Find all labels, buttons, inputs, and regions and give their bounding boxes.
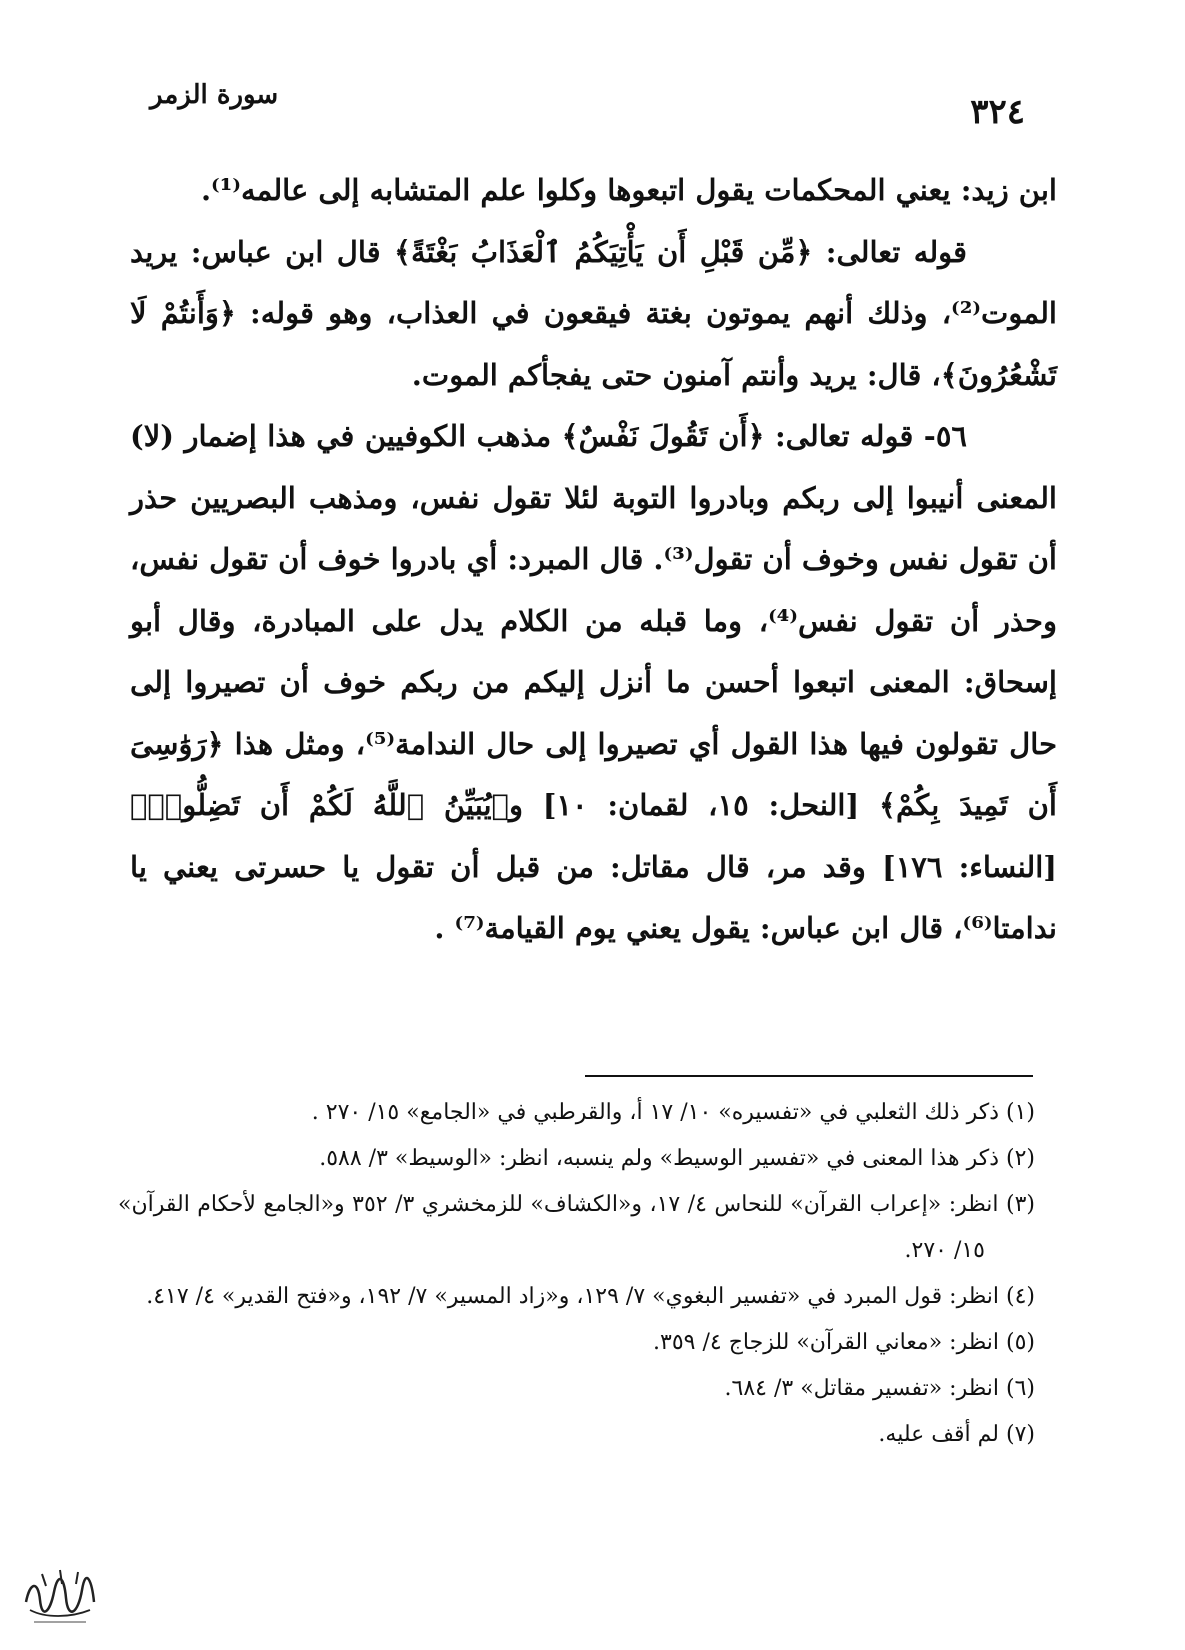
paragraph: ابن زيد: يعني المحكمات يقول اتبعوها وكلوا علم المتشابه إلى عالمه⁽¹⁾. bbox=[200, 173, 1057, 207]
footnote-separator bbox=[585, 1075, 1033, 1077]
running-title: سورة الزمر bbox=[150, 80, 279, 110]
footnote: (٤) انظر: قول المبرد في «تفسير البغوي» ٧/ ١٢٩، و«زاد المسير» ٧/ ١٩٢، و«فتح القدير» ٤/ ٤١٧. bbox=[146, 1284, 1035, 1309]
paragraph: ٥٦- قوله تعالى: ﴿أَن تَقُولَ نَفْسٌ﴾ مذهب الكوفيين في هذا إضمار (لا) المعنى أنيبوا إلى ربكم وبادروا التوبة لئلا تقول نفس، ومذهب البصريين حذر أن تقول نفس وخوف أن تقول⁽³⁾. قال المبرد: أي بادروا خوف أن تقول نفس، وحذر أن تقول نفس⁽⁴⁾، وما قبله من الكلام يدل على المبادرة، وقال أبو إسحاق: المعنى اتبعوا أحسن ما أنزل إليكم من ربكم خوف أن تصيروا إلى حال تقولون فيها هذا القول أي تصيروا إلى حال الندامة⁽⁵⁾، ومثل هذا ﴿رَوَٰسِىَ أَن تَمِيدَ بِكُمْ﴾ [النحل: ١٥، لقمان: ١٠] و﴿يُبَيِّنُ ٱللَّهُ لَكُمْ أَن تَضِلُّوا۟﴾ [النساء: ١٧٦] وقد مر، قال مقاتل: من قبل أن تقول يا حسرتى يعني يا ندامتا⁽⁶⁾، قال ابن عباس: يقول يعني يوم القيامة⁽⁷⁾ . bbox=[130, 419, 1057, 945]
paragraph: قوله تعالى: ﴿مِّن قَبْلِ أَن يَأْتِيَكُمُ ٱلْعَذَابُ بَغْتَةً﴾ قال ابن عباس: يريد الموت⁽²⁾، وذلك أنهم يموتون بغتة فيقعون في العذاب، وهو قوله: ﴿وَأَنتُمْ لَا تَشْعُرُونَ﴾، قال: يريد وأنتم آمنون حتى يفجأكم الموت. bbox=[130, 234, 1057, 392]
footnote: (٧) لم أقف عليه. bbox=[878, 1422, 1035, 1447]
calligraphy-logo-icon bbox=[20, 1562, 100, 1632]
footnote: (٥) انظر: «معاني القرآن» للزجاج ٤/ ٣٥٩. bbox=[653, 1330, 1035, 1355]
page-number: ٣٢٤ bbox=[970, 92, 1025, 132]
footnote: (٣) انظر: «إعراب القرآن» للنحاس ٤/ ١٧، و«الكشاف» للزمخشري ٣/ ٣٥٢ و«الجامع لأحكام القرآن» ١٥/ ٢٧٠. bbox=[118, 1192, 1036, 1263]
footnote: (٦) انظر: «تفسير مقاتل» ٣/ ٦٨٤. bbox=[724, 1376, 1035, 1401]
footnotes bbox=[118, 1090, 1035, 1458]
footnote: (١) ذكر ذلك الثعلبي في «تفسيره» ١٠/ ١٧ أ، والقرطبي في «الجامع» ١٥/ ٢٧٠ . bbox=[311, 1100, 1035, 1125]
main-text bbox=[130, 160, 1057, 960]
footnote: (٢) ذكر هذا المعنى في «تفسير الوسيط» ولم ينسبه، انظر: «الوسيط» ٣/ ٥٨٨. bbox=[319, 1146, 1035, 1171]
page-header bbox=[150, 72, 1025, 132]
